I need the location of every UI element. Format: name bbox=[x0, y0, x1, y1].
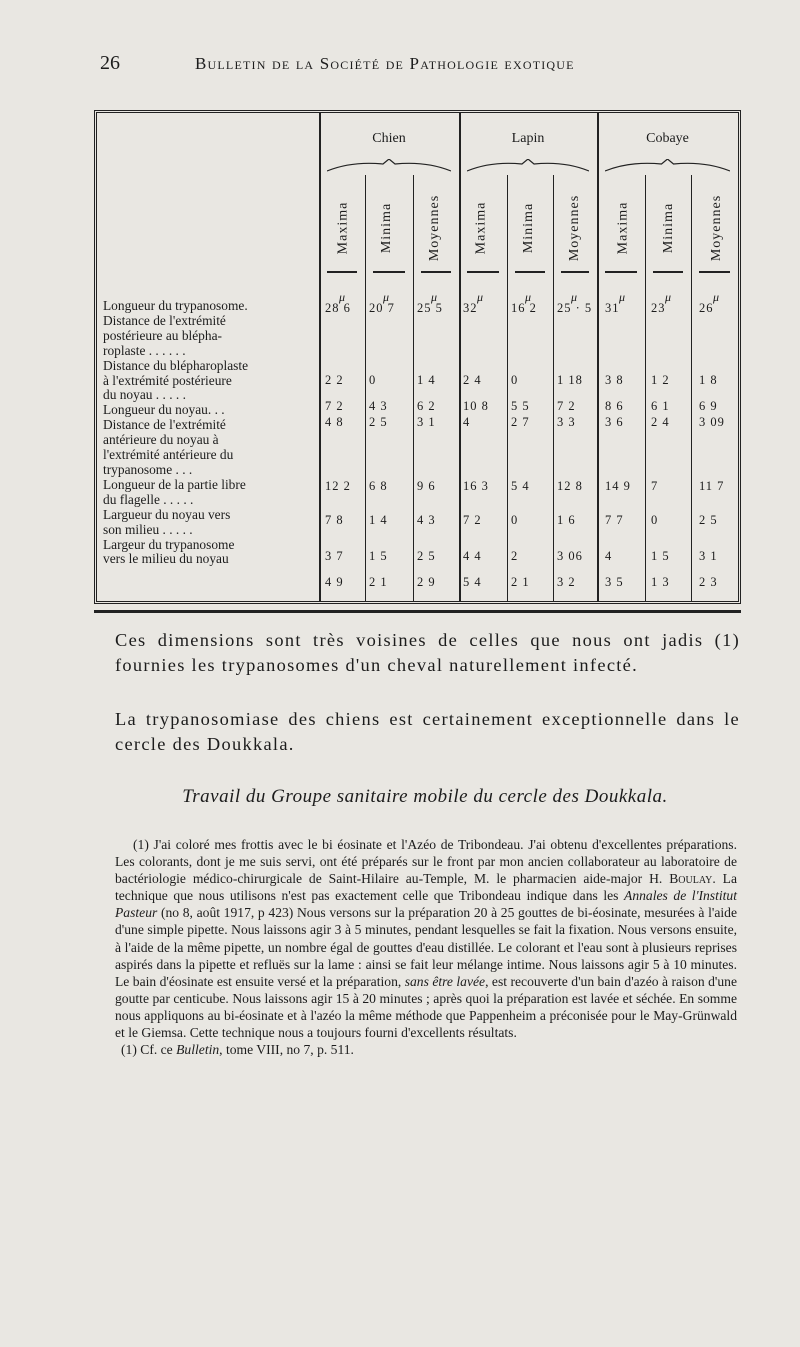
table-cell: 2 4 bbox=[463, 373, 482, 387]
table-cell: 5 5 bbox=[511, 399, 530, 413]
table-cell: 2 bbox=[511, 549, 519, 563]
table-cell: 3 1 bbox=[699, 549, 718, 563]
subheader-moyennes: Moyennes bbox=[567, 194, 583, 262]
table-cell: 2 7 bbox=[511, 415, 530, 429]
table-cell: 6 2 bbox=[417, 399, 436, 413]
column-divider bbox=[413, 175, 414, 601]
section-title: Travail du Groupe sanitaire mobile du cercle des Doukkala. bbox=[182, 786, 668, 807]
subheader-minima: Minima bbox=[379, 202, 394, 254]
measurements-table bbox=[94, 110, 741, 604]
table-cell: 1 6 bbox=[557, 513, 576, 527]
paragraph-2: La trypanosomiase des chiens est certainement exceptionnelle dans le cercle des Doukkala. bbox=[115, 709, 740, 754]
table-cell: 3 1 bbox=[417, 415, 436, 429]
ref-journal: Bulletin bbox=[176, 1042, 220, 1058]
header-rule bbox=[653, 271, 683, 273]
subheader-minima: Minima bbox=[521, 202, 536, 254]
table-cell: 1 4 bbox=[369, 513, 388, 527]
table-cell: 23 bbox=[651, 301, 666, 315]
subheader-moyennes: Moyennes bbox=[427, 194, 443, 262]
header-rule bbox=[327, 271, 357, 273]
table-cell: 25 5 bbox=[417, 301, 443, 315]
subheader-maxima: Maxima bbox=[473, 201, 488, 255]
unit-marker: μ bbox=[713, 290, 720, 304]
group-header-cobaye: Cobaye bbox=[646, 131, 689, 146]
header-rule bbox=[421, 271, 451, 273]
column-divider bbox=[319, 113, 321, 601]
column-divider bbox=[365, 175, 366, 601]
table-cell: 2 1 bbox=[511, 575, 530, 589]
table-bottom-rule bbox=[94, 610, 741, 613]
table-cell: 1 3 bbox=[651, 575, 670, 589]
subheader-moyennes: Moyennes bbox=[709, 194, 725, 262]
table-cell: 1 2 bbox=[651, 373, 670, 387]
header-rule bbox=[605, 271, 637, 273]
table-cell: 32 bbox=[463, 301, 478, 315]
group-header-chien: Chien bbox=[372, 131, 406, 146]
table-cell: 28 6 bbox=[325, 301, 351, 315]
footnote-1: (1) J'ai coloré mes frottis avec le bi éosinate et l'Azéo de Tribondeau. J'ai obtenu d'excellentes préparations. Les colorants, dont je me suis servi, ont été préparés sur le front par mon ancien collaborateur au laboratoire de bactériologie médico-chirurgicale de Saint-Hilaire au-Temple, M. le pharmacien aide-major H. Boulay. La technique que nous utilisons n'est pas exactement celle que Tribondeau indique dans les Annales de l'Institut Pasteur (no 8, août 1917, p 423) Nous versons sur la préparation 20 à 25 gouttes de bi-éosinate, mesurées à l'aide d'une simple pipette. Nous laissons agir 3 à 5 minutes, pendant lesquelles se fait la fixation. Nous versons ensuite, à l'aide de la même pipette, un nombre égal de gouttes d'eau distillée. Le colorant et l'eau sont à plusieurs reprises aspirés dans la pipette et refluës sur la lame : ainsi se fait leur mélange intime. Nous laissons agir 5 à 10 minutes. Le bain d'éosinate est ensuite versé et la préparation, sans être lavée, est recouverte d'un bain d'azéo à raison d'une goutte par centicube. Nous laissons agir 15 à 20 minutes ; après quoi la préparation est lavée et séchée. En somme nous appliquons au bi-éosinate et à l'azéo la même méthode que Pappenheim a préconisée pour le May-Grünwald et le Giemsa. Cette technique nous a toujours fourni d'excellents résultats. bbox=[115, 837, 738, 1041]
table-cell: 2 4 bbox=[651, 415, 670, 429]
group-brace bbox=[605, 159, 730, 173]
table-cell: 4 9 bbox=[325, 575, 344, 589]
table-cell: 1 18 bbox=[557, 373, 583, 387]
header-rule bbox=[561, 271, 589, 273]
table-cell: 26 bbox=[699, 301, 714, 315]
table-cell: 1 4 bbox=[417, 373, 436, 387]
column-divider bbox=[553, 175, 554, 601]
row-label: à l'extrémité postérieure bbox=[103, 373, 232, 388]
table-cell: 10 8 bbox=[463, 399, 489, 413]
unit-marker: μ bbox=[339, 290, 346, 304]
table-cell: 0 bbox=[651, 513, 659, 527]
column-divider bbox=[691, 175, 692, 601]
table-cell: 2 1 bbox=[369, 575, 388, 589]
group-brace bbox=[467, 159, 589, 173]
table-cell: 16 3 bbox=[463, 479, 489, 493]
header-rule bbox=[373, 271, 405, 273]
table-cell: 2 5 bbox=[369, 415, 388, 429]
table-cell: 7 2 bbox=[557, 399, 576, 413]
table-cell: 7 8 bbox=[325, 513, 344, 527]
unit-marker: μ bbox=[383, 290, 390, 304]
row-label: antérieure du noyau à bbox=[103, 433, 219, 448]
row-label: Largueur du noyau vers bbox=[103, 507, 231, 522]
table-cell: 16 2 bbox=[511, 301, 537, 315]
table-cell: 3 3 bbox=[557, 415, 576, 429]
table-cell: 1 5 bbox=[369, 549, 388, 563]
row-label: Distance du blépharoplaste bbox=[103, 358, 249, 373]
subheader-minima: Minima bbox=[661, 202, 676, 254]
table-cell: 0 bbox=[369, 373, 377, 387]
row-label: postérieure au blépha- bbox=[103, 328, 222, 343]
table-cell: 2 9 bbox=[417, 575, 436, 589]
table-cell: 2 5 bbox=[417, 549, 436, 563]
table-cell: 0 bbox=[511, 513, 519, 527]
table-cell: 12 8 bbox=[557, 479, 583, 493]
table-cell: 3 7 bbox=[325, 549, 344, 563]
table-cell: 6 8 bbox=[369, 479, 388, 493]
header-rule bbox=[467, 271, 499, 273]
table-cell: 25 · 5 bbox=[557, 301, 593, 315]
table-cell: 2 5 bbox=[699, 513, 718, 527]
unit-marker: μ bbox=[477, 290, 484, 304]
running-title: Bulletin de la Société de Pathologie exotique bbox=[195, 54, 575, 73]
page-number: 26 bbox=[100, 52, 120, 74]
table-cell: 8 6 bbox=[605, 399, 624, 413]
row-label: Longueur du trypanosome. bbox=[103, 299, 248, 313]
row-label: du flagelle . . . . . bbox=[103, 492, 194, 507]
table-cell: 1 5 bbox=[651, 549, 670, 563]
header-rule bbox=[699, 271, 730, 273]
row-label: Largeur du trypanosome bbox=[103, 537, 235, 552]
table-cell: 3 2 bbox=[557, 575, 576, 589]
table-cell: 3 6 bbox=[605, 415, 624, 429]
unit-marker: μ bbox=[431, 290, 438, 304]
header-rule bbox=[515, 271, 545, 273]
table-cell: 7 bbox=[651, 479, 659, 493]
subheader-maxima: Maxima bbox=[615, 201, 630, 255]
row-label: l'extrémité antérieure du bbox=[103, 448, 234, 463]
table-cell: 4 4 bbox=[463, 549, 482, 563]
column-divider bbox=[459, 113, 461, 601]
table-cell: 5 4 bbox=[463, 575, 482, 589]
page-header bbox=[100, 52, 750, 82]
table-cell: 14 9 bbox=[605, 479, 631, 493]
table-cell: 12 2 bbox=[325, 479, 351, 493]
group-brace bbox=[327, 159, 451, 173]
table-cell: 2 2 bbox=[325, 373, 344, 387]
row-label: trypanosome . . . bbox=[103, 462, 193, 477]
table-cell: 0 bbox=[511, 373, 519, 387]
table-cell: 3 8 bbox=[605, 373, 624, 387]
table-cell: 9 6 bbox=[417, 479, 436, 493]
table-cell: 7 2 bbox=[463, 513, 482, 527]
subheader-maxima: Maxima bbox=[335, 201, 350, 255]
table-cell: 3 5 bbox=[605, 575, 624, 589]
row-label: Distance de l'extrémité bbox=[103, 313, 226, 328]
column-divider bbox=[645, 175, 646, 601]
group-header-lapin: Lapin bbox=[511, 131, 545, 146]
unit-marker: μ bbox=[571, 290, 578, 304]
table-cell: 4 8 bbox=[325, 415, 344, 429]
table-cell: 4 3 bbox=[369, 399, 388, 413]
table-cell: 20 7 bbox=[369, 301, 395, 315]
footnote-ref: (1) Cf. ce Bulletin, tome VIII, no 7, p. 511. bbox=[121, 1042, 354, 1058]
table-cell: 6 1 bbox=[651, 399, 670, 413]
table-cell: 4 bbox=[605, 549, 613, 563]
table-cell: 4 bbox=[463, 415, 471, 429]
table-cell: 2 3 bbox=[699, 575, 718, 589]
row-label: roplaste . . . . . . bbox=[103, 343, 186, 358]
row-label: Longueur de la partie libre bbox=[103, 477, 246, 492]
row-label: vers le milieu du noyau bbox=[103, 552, 229, 567]
emphasis: sans être lavée bbox=[404, 973, 486, 989]
table-cell: 3 09 bbox=[699, 415, 725, 429]
row-label: du noyau . . . . . bbox=[103, 388, 186, 403]
table-cell: 7 2 bbox=[325, 399, 344, 413]
column-divider bbox=[597, 113, 599, 601]
paragraph-1: Ces dimensions sont très voisines de celles que nous ont jadis (1) fournies les trypanosomes d'un cheval naturellement infecté. bbox=[115, 630, 740, 675]
table-cell: 31 bbox=[605, 301, 620, 315]
row-label: Longueur du noyau. . . bbox=[103, 403, 225, 418]
table-cell: 5 4 bbox=[511, 479, 530, 493]
table-cell: 6 9 bbox=[699, 399, 718, 413]
row-label: Distance de l'extrémité bbox=[103, 418, 226, 433]
table-cell: 11 7 bbox=[699, 479, 725, 493]
table-cell: 3 06 bbox=[557, 549, 583, 563]
unit-marker: μ bbox=[525, 290, 532, 304]
journal-title: Annales de l'Institut Pasteur bbox=[115, 888, 738, 921]
footnotes bbox=[115, 836, 737, 1058]
column-divider bbox=[507, 175, 508, 601]
table-cell: 7 7 bbox=[605, 513, 624, 527]
unit-marker: μ bbox=[665, 290, 672, 304]
table-cell: 1 8 bbox=[699, 373, 718, 387]
row-label: son milieu . . . . . bbox=[103, 522, 193, 537]
row-labels bbox=[103, 299, 315, 567]
unit-marker: μ bbox=[619, 290, 626, 304]
table-cell: 4 3 bbox=[417, 513, 436, 527]
author-name: Boulay bbox=[669, 871, 713, 887]
